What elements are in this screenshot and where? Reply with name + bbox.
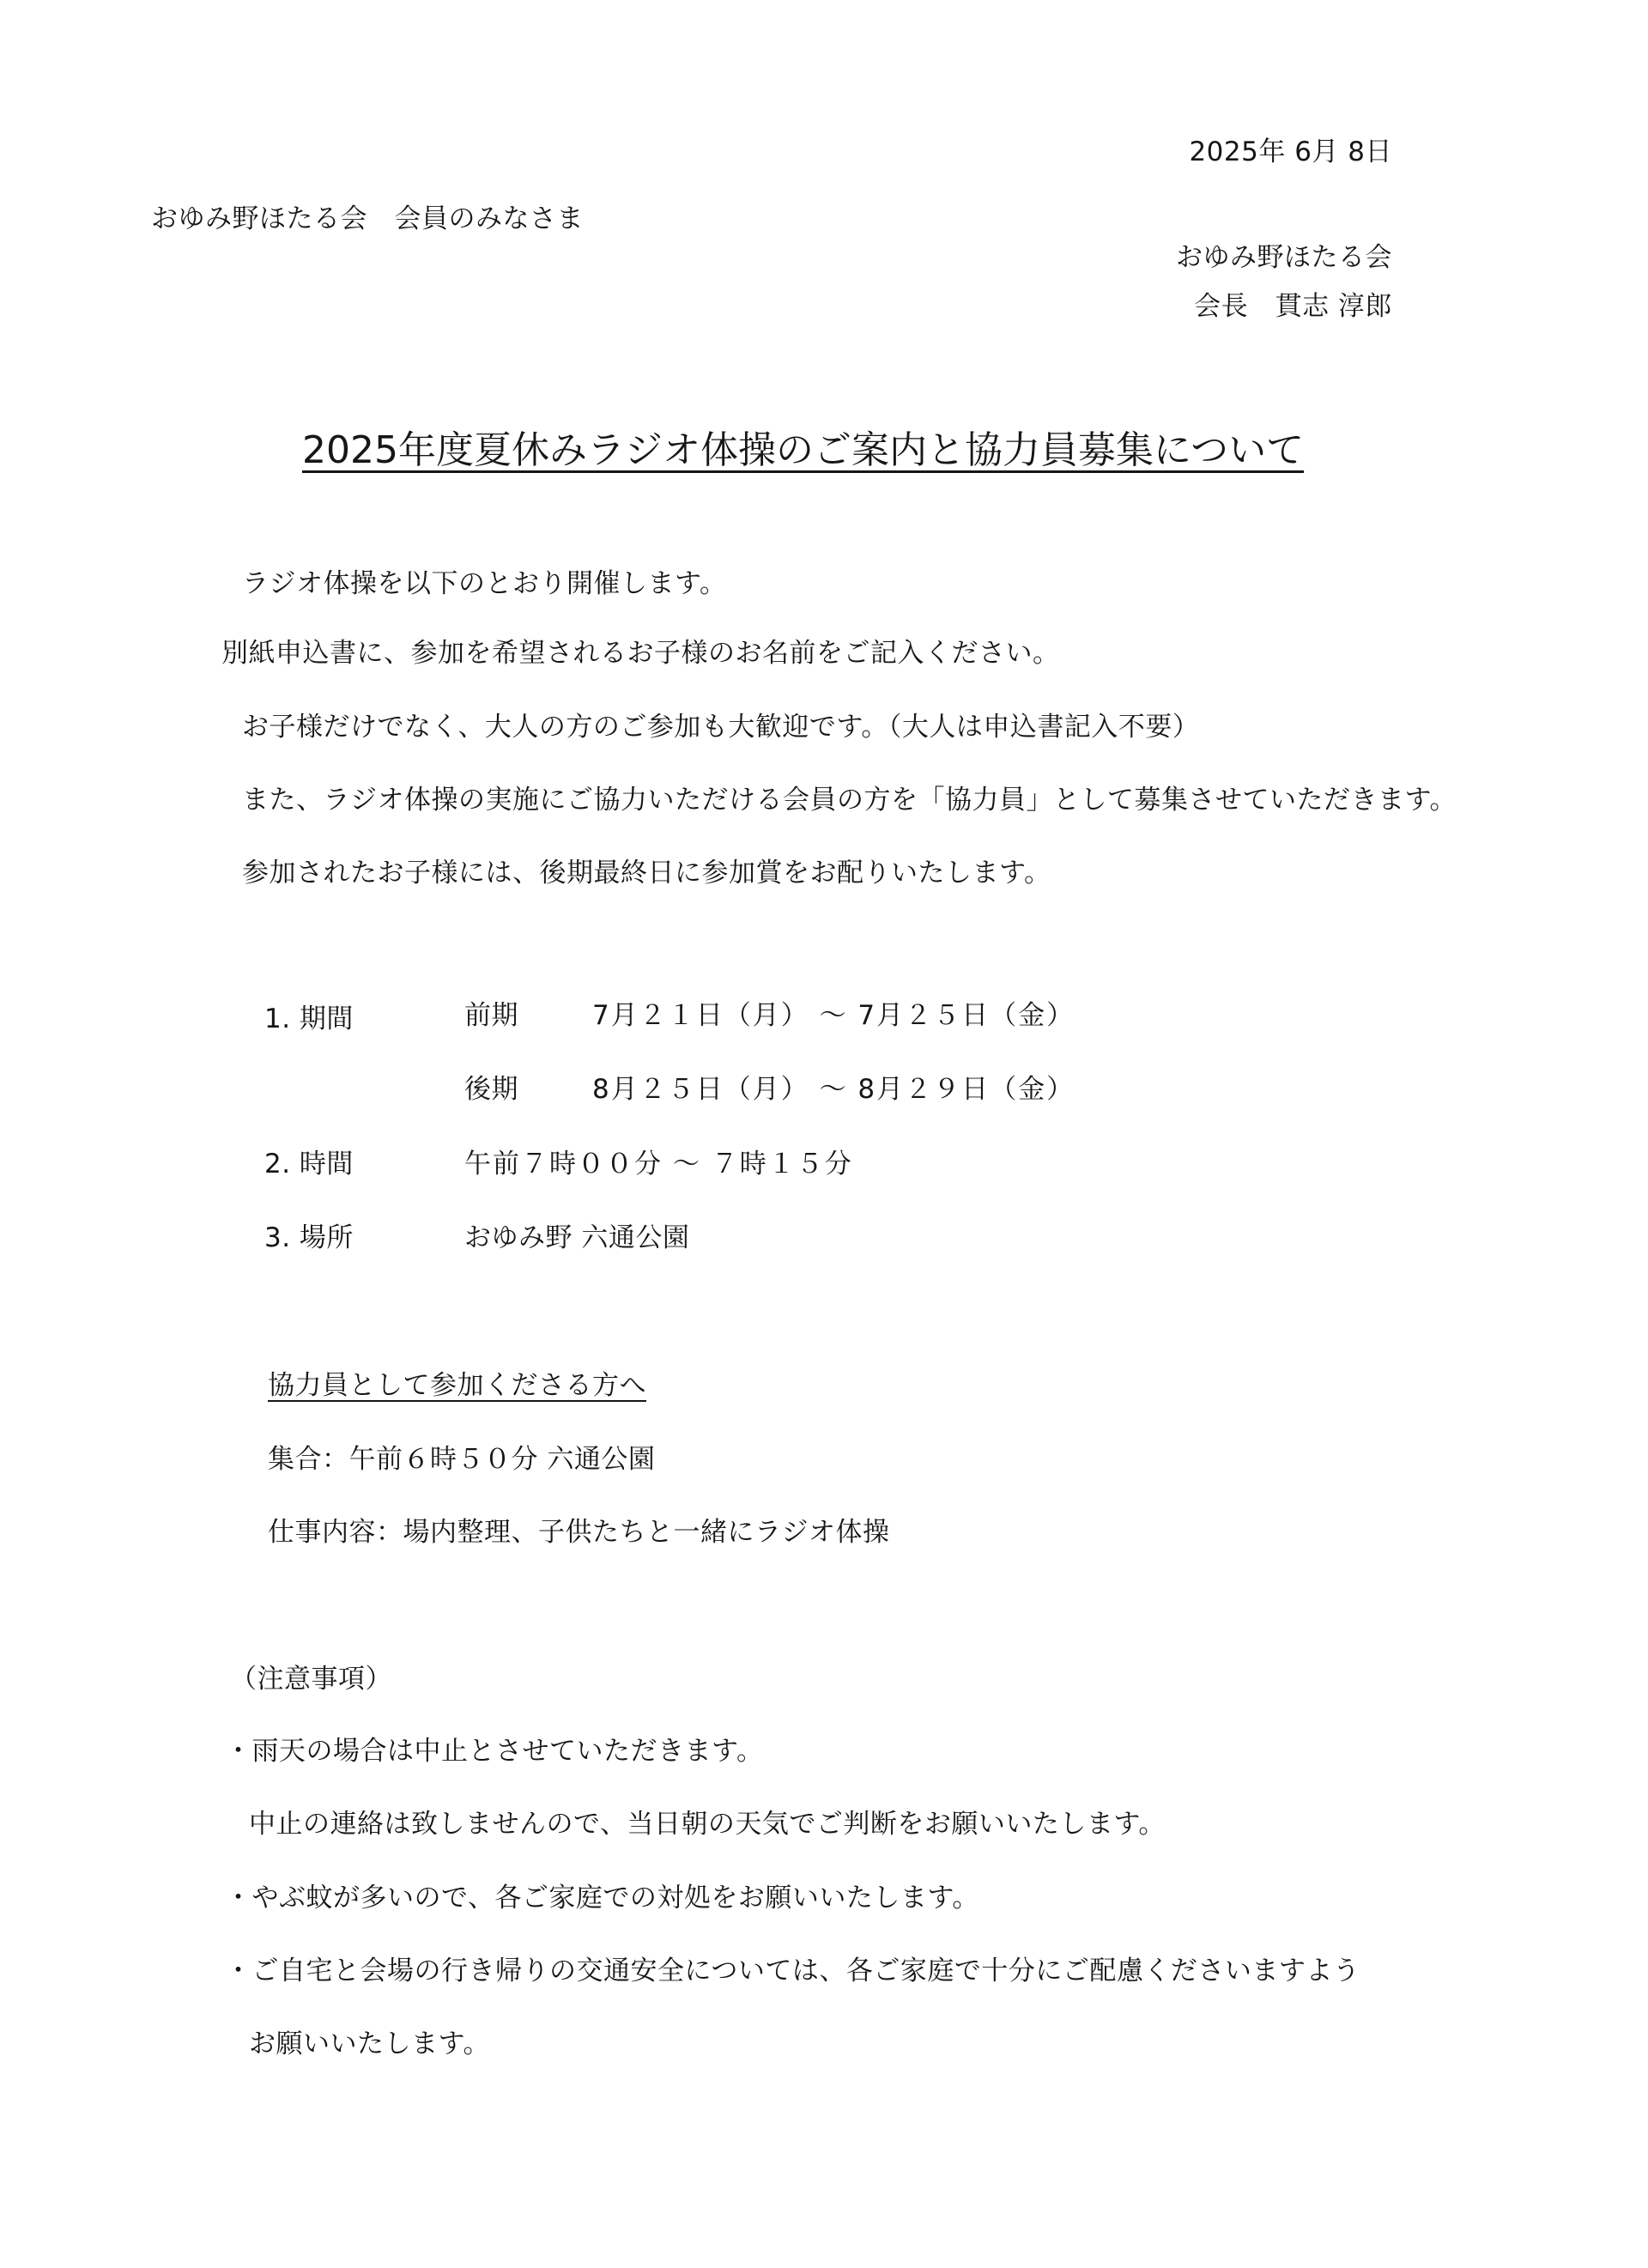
intro-line: また、ラジオ体操の実施にご協力いただける会員の方を「協力員」として募集させていただきます。 bbox=[242, 785, 1457, 816]
note-item: ・ご自宅と会場の行き帰りの交通安全については、各ご家庭で十分にご配慮くださいますよう bbox=[225, 1956, 1360, 1986]
note-item: ・やぶ蚊が多いので、各ご家庭での対処をお願いいたします。 bbox=[225, 1883, 979, 1913]
period-second-name: 後期 bbox=[464, 1074, 518, 1105]
volunteer-meeting: 集合：午前６時５０分 六通公園 bbox=[268, 1444, 656, 1475]
note-item: お願いいたします。 bbox=[249, 2028, 491, 2059]
volunteer-heading: 協力員として参加くださる方へ bbox=[268, 1370, 646, 1401]
period-first-name: 前期 bbox=[464, 1000, 518, 1031]
period-second-range: 8月２５日（月） ～ 8月２９日（金） bbox=[592, 1074, 1075, 1105]
note-item: 中止の連絡は致しませんので、当日朝の天気でご判断をお願いいたします。 bbox=[249, 1809, 1166, 1840]
document-title: 2025年度夏休みラジオ体操のご案内と協力員募集について bbox=[302, 428, 1305, 472]
sender-organization: おゆみ野ほたる会 bbox=[1176, 242, 1392, 273]
period-first-range: 7月２１日（月） ～ 7月２５日（金） bbox=[592, 1000, 1075, 1031]
intro-line: 参加されたお子様には、後期最終日に参加賞をお配りいたします。 bbox=[242, 858, 1051, 888]
intro-line: 別紙申込書に、参加を希望されるお子様のお名前をご記入ください。 bbox=[221, 638, 1060, 669]
notes-heading: （注意事項） bbox=[230, 1664, 392, 1695]
period-label: 1. 期間 bbox=[264, 1004, 354, 1034]
time-label: 2. 時間 bbox=[264, 1149, 354, 1179]
note-item: ・雨天の場合は中止とさせていただきます。 bbox=[225, 1736, 764, 1767]
intro-line: お子様だけでなく、大人の方のご参加も大歓迎です。（大人は申込書記入不要） bbox=[242, 712, 1200, 743]
document-date: 2025年 6月 8日 bbox=[1189, 136, 1392, 167]
time-value: 午前７時００分 ～ ７時１５分 bbox=[464, 1149, 853, 1179]
volunteer-duties: 仕事内容：場内整理、子供たちと一緒にラジオ体操 bbox=[268, 1517, 890, 1548]
intro-line: ラジオ体操を以下のとおり開催します。 bbox=[242, 568, 727, 599]
addressee: おゆみ野ほたる会 会員のみなさま bbox=[151, 203, 584, 234]
place-value: おゆみ野 六通公園 bbox=[464, 1222, 690, 1253]
place-label: 3. 場所 bbox=[264, 1222, 354, 1253]
sender-name: 会長 貫志 淳郎 bbox=[1194, 291, 1392, 322]
